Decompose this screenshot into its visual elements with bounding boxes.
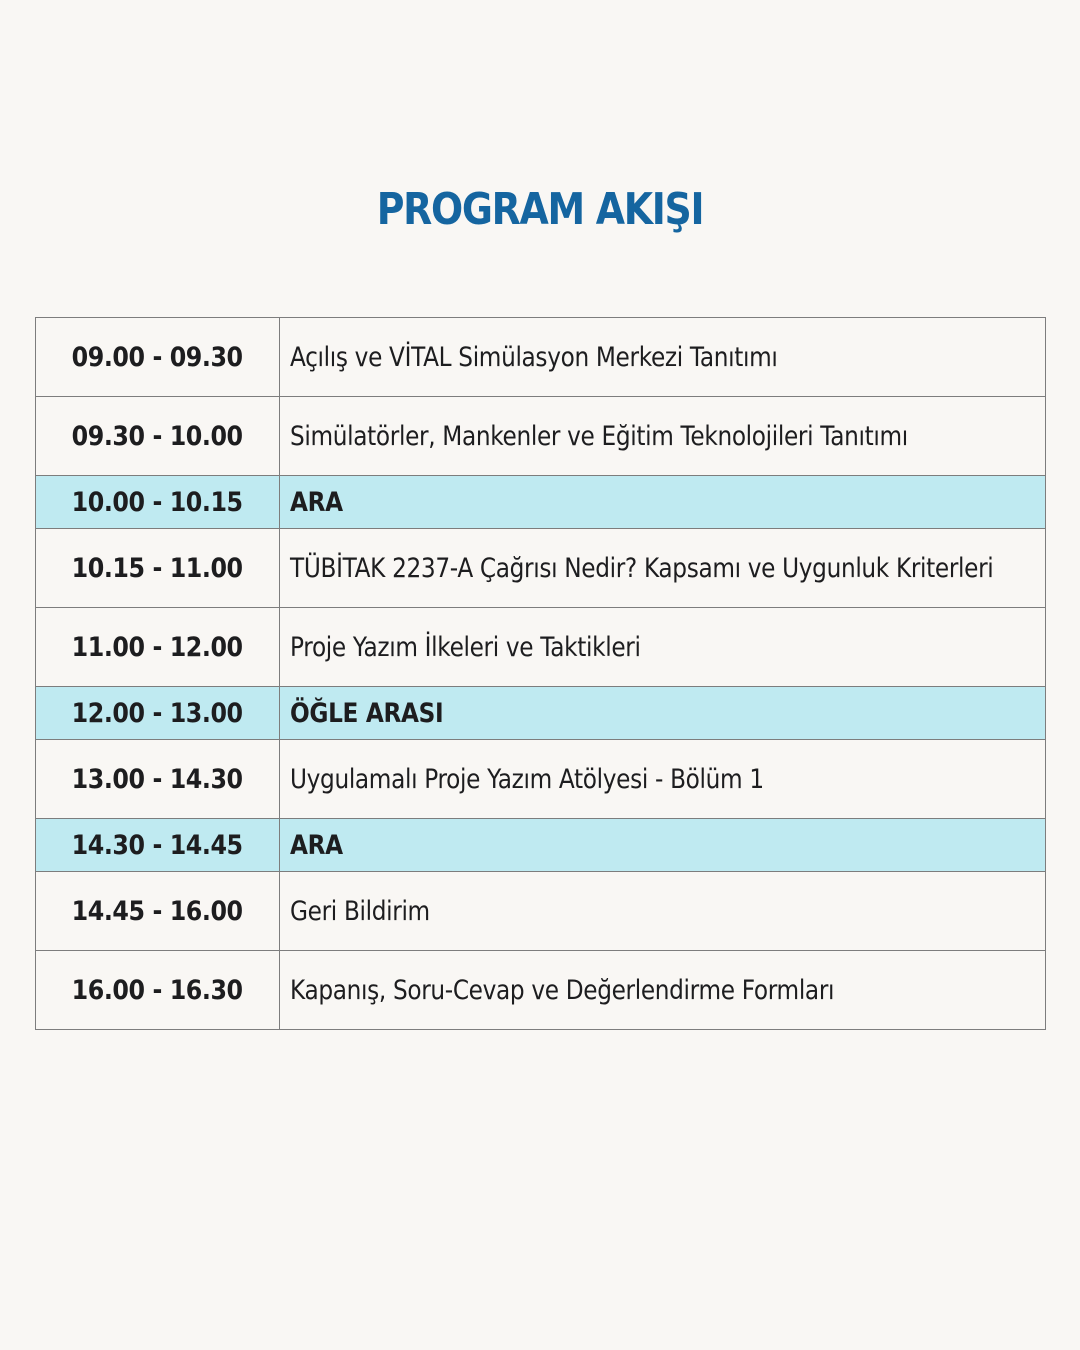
event-text: ARA	[290, 486, 344, 518]
time-cell	[36, 608, 280, 687]
event-text: ÖĞLE ARASI	[290, 697, 444, 729]
time-cell	[36, 397, 280, 476]
event-text: ARA	[290, 829, 344, 861]
break-row	[36, 476, 1046, 529]
event-cell	[280, 951, 1046, 1030]
event-cell	[280, 476, 1046, 529]
event-cell	[280, 529, 1046, 608]
time-cell	[36, 819, 280, 872]
schedule-row	[36, 872, 1046, 951]
event-text: TÜBİTAK 2237-A Çağrısı Nedir? Kapsamı ve Uygunluk Kriterleri	[290, 552, 994, 584]
break-row	[36, 687, 1046, 740]
time-text: 16.00 - 16.30	[72, 974, 244, 1006]
time-cell	[36, 318, 280, 397]
event-cell	[280, 740, 1046, 819]
time-text: 12.00 - 13.00	[72, 697, 244, 729]
schedule-row	[36, 951, 1046, 1030]
time-cell	[36, 740, 280, 819]
event-text: Kapanış, Soru-Cevap ve Değerlendirme Formları	[290, 974, 835, 1006]
time-text: 10.00 - 10.15	[72, 486, 244, 518]
event-text: Geri Bildirim	[290, 895, 431, 927]
event-text: Uygulamalı Proje Yazım Atölyesi - Bölüm 1	[290, 763, 764, 795]
event-cell	[280, 819, 1046, 872]
time-cell	[36, 872, 280, 951]
break-row	[36, 819, 1046, 872]
event-cell	[280, 687, 1046, 740]
page-title: PROGRAM AKIŞI	[376, 184, 704, 235]
time-cell	[36, 687, 280, 740]
time-text: 09.30 - 10.00	[72, 420, 244, 452]
time-cell	[36, 529, 280, 608]
event-text: Simülatörler, Mankenler ve Eğitim Teknolojileri Tanıtımı	[290, 420, 909, 452]
schedule-table	[35, 317, 1046, 1030]
time-text: 10.15 - 11.00	[72, 552, 244, 584]
schedule-row	[36, 608, 1046, 687]
time-text: 14.45 - 16.00	[72, 895, 244, 927]
time-cell	[36, 951, 280, 1030]
time-text: 09.00 - 09.30	[72, 341, 244, 373]
event-cell	[280, 608, 1046, 687]
event-cell	[280, 872, 1046, 951]
time-text: 13.00 - 14.30	[72, 763, 244, 795]
event-text: Proje Yazım İlkeleri ve Taktikleri	[290, 631, 641, 663]
event-cell	[280, 318, 1046, 397]
schedule-row	[36, 318, 1046, 397]
time-text: 14.30 - 14.45	[72, 829, 244, 861]
schedule-row	[36, 397, 1046, 476]
event-text: Açılış ve VİTAL Simülasyon Merkezi Tanıtımı	[290, 341, 778, 373]
time-cell	[36, 476, 280, 529]
schedule-row	[36, 529, 1046, 608]
event-cell	[280, 397, 1046, 476]
time-text: 11.00 - 12.00	[72, 631, 244, 663]
schedule-row	[36, 740, 1046, 819]
